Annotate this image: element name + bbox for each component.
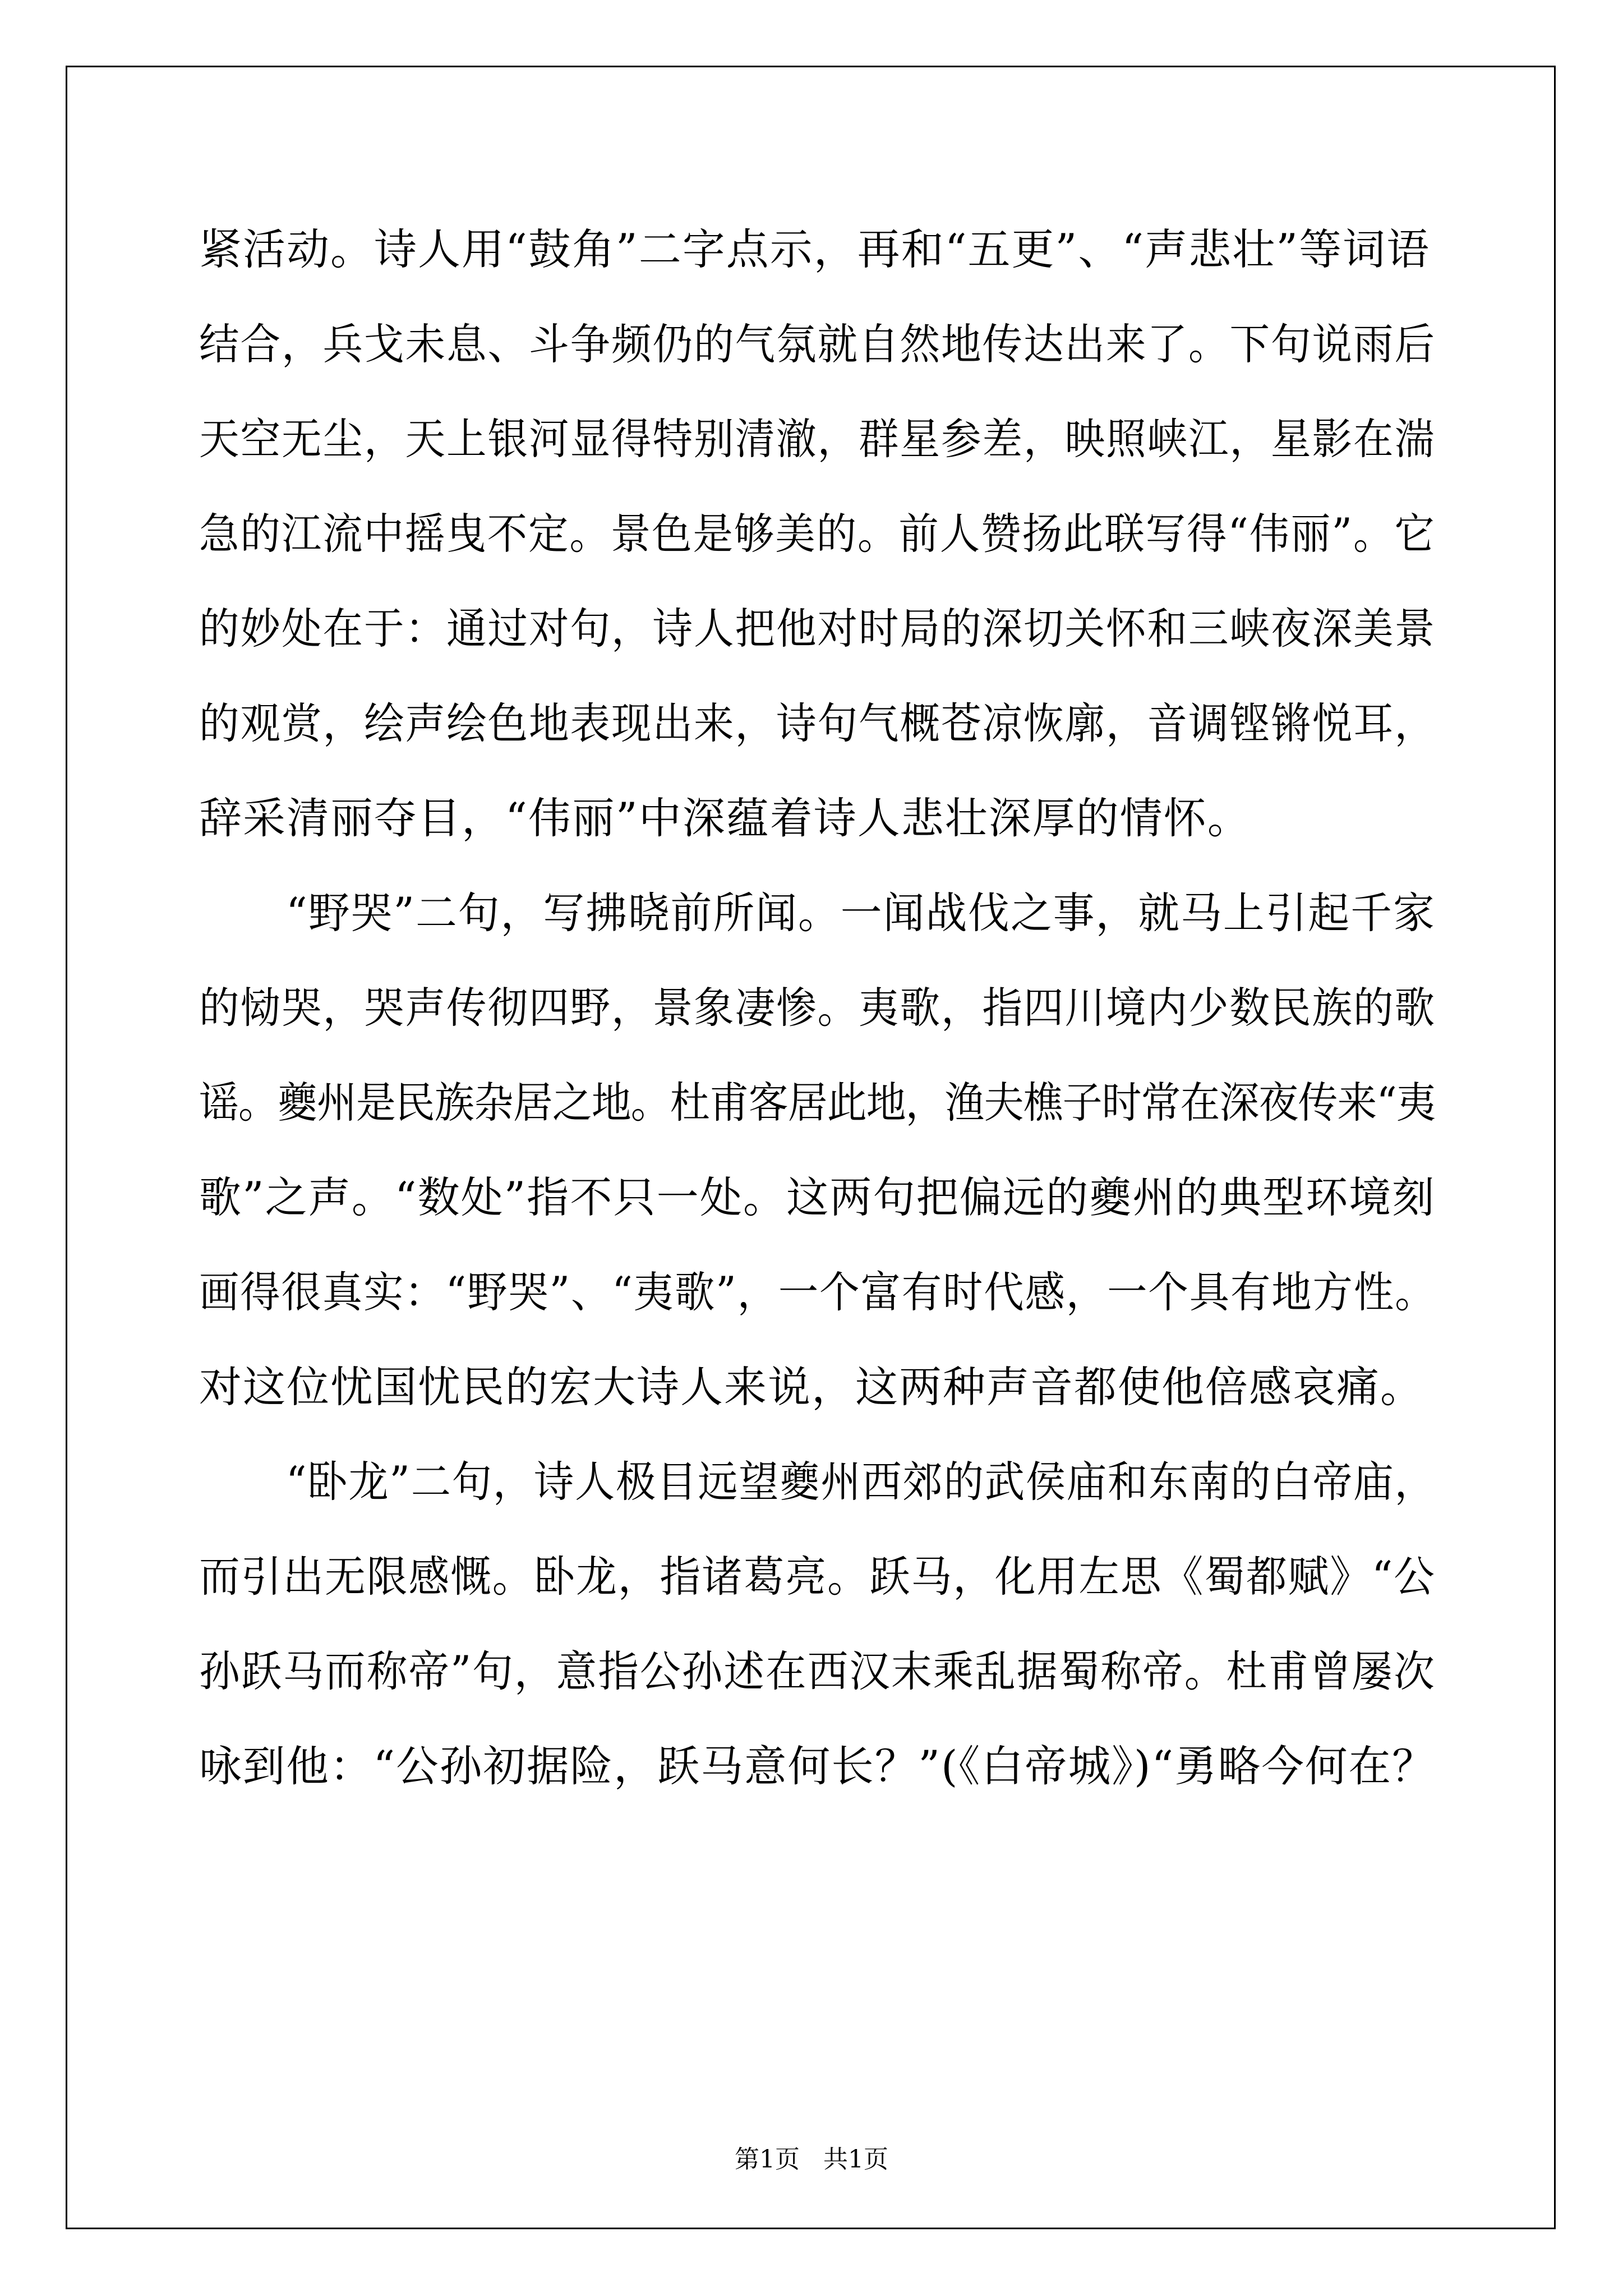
text-line: 歌”之声。“数处”指不只一处。这两句把偏远的夔州的典型环境刻 xyxy=(199,1172,1436,1222)
text-line: 急的江流中摇曳不定。景色是够美的。前人赞扬此联写得“伟丽”。它 xyxy=(199,509,1436,559)
text-line: 紧活动。诗人用“鼓角”二字点示，再和“五更”、“声悲壮”等词语 xyxy=(199,224,1431,274)
text-line: 谣。夔州是民族杂居之地。杜甫客居此地，渔夫樵子时常在深夜传来“夷 xyxy=(199,1078,1436,1128)
text-line: 而引出无限感慨。卧龙，指诸葛亮。跃马，化用左思《蜀都赋》“公 xyxy=(199,1552,1436,1602)
text-line: 的妙处在于：通过对句，诗人把他对时局的深切关怀和三峡夜深美景 xyxy=(199,604,1436,654)
text-line: 对这位忧国忧民的宏大诗人来说，这两种声音都使他倍感哀痛。 xyxy=(199,1362,1424,1412)
paragraph-first-line: “野哭”二句，写拂晓前所闻。一闻战伐之事，就马上引起千家 xyxy=(286,888,1436,938)
text-line: 辞采清丽夺目，“伟丽”中深蕴着诗人悲壮深厚的情怀。 xyxy=(199,793,1251,843)
text-line: 结合，兵戈未息、斗争频仍的气氛就自然地传达出来了。下句说雨后 xyxy=(199,319,1436,369)
text-line: 天空无尘，天上银河显得特别清澈，群星参差，映照峡江，星影在湍 xyxy=(199,414,1436,464)
text-line: 画得很真实：“野哭”、“夷歌”，一个富有时代感，一个具有地方性。 xyxy=(199,1267,1436,1317)
text-line: 的恸哭，哭声传彻四野，景象凄惨。夷歌，指四川境内少数民族的歌 xyxy=(199,983,1436,1033)
text-line: 咏到他：“公孙初据险，跃马意何长？”(《白帝城》)“勇略今何在？ xyxy=(199,1741,1436,1791)
page-border xyxy=(66,66,1556,2229)
page-total: 共1页 xyxy=(823,2145,888,2174)
text-line: 孙跃马而称帝”句，意指公孙述在西汉末乘乱据蜀称帝。杜甫曾屡次 xyxy=(199,1646,1436,1696)
paragraph-first-line: “卧龙”二句，诗人极目远望夔州西郊的武侯庙和东南的白帝庙， xyxy=(286,1457,1436,1507)
page-footer xyxy=(0,2143,1623,2177)
text-line: 的观赏，绘声绘色地表现出来，诗句气概苍凉恢廓，音调铿锵悦耳， xyxy=(199,698,1436,748)
page-number: 第1页 xyxy=(735,2145,800,2174)
